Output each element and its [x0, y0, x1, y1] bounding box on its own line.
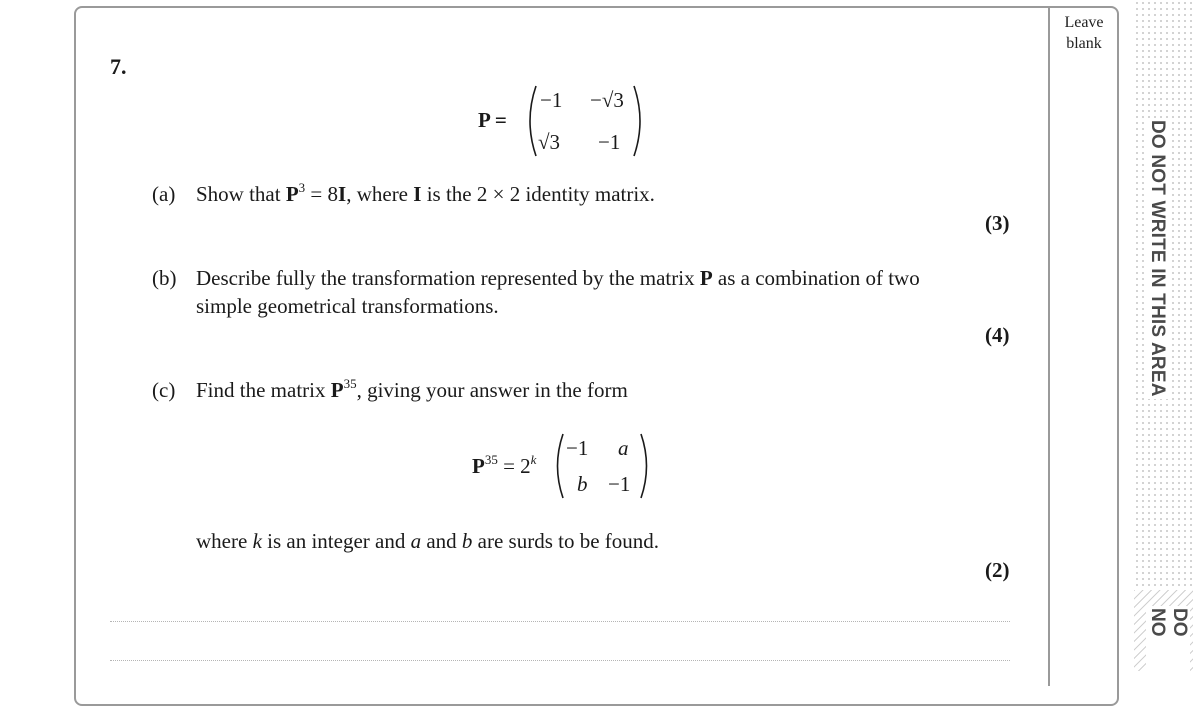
- part-b-line-1: Describe fully the transformation represented by the matrix P as a combination of two: [196, 266, 920, 290]
- part-c-marks: (2): [985, 558, 1010, 582]
- do-not-write-notice-partial: DO NO: [1146, 606, 1190, 671]
- formula-cell-11: −1: [566, 436, 589, 460]
- matrix-p-cell-12: −√3: [590, 88, 624, 112]
- matrix-p-cell-11: −1: [540, 88, 563, 112]
- formula-cell-12: a: [618, 436, 629, 460]
- part-b-marks: (4): [985, 323, 1010, 347]
- question-number: 7.: [110, 54, 127, 79]
- part-c-label: (c): [152, 378, 176, 402]
- part-a-text: Show that $P^3 = 8I$, where I is the 2 × 2 identity matrix.: [196, 180, 655, 206]
- leave-blank-line-2: blank: [1066, 35, 1102, 52]
- answer-line[interactable]: [110, 621, 1010, 622]
- answer-line[interactable]: [110, 660, 1010, 661]
- leave-blank-label: [1052, 12, 1116, 54]
- part-b-line-2: simple geometrical transformations.: [196, 294, 499, 318]
- leave-blank-divider: [1048, 6, 1050, 686]
- matrix-p-lhs: P =: [478, 108, 507, 132]
- part-a-marks: (3): [985, 211, 1010, 235]
- matrix-p-cell-22: −1: [598, 130, 621, 154]
- part-c-text: Find the matrix $P^{35}$, giving your answer in the form: [196, 376, 628, 402]
- part-c-where: where k is an integer and a and b are surds to be found.: [196, 529, 660, 553]
- part-a-label: (a): [152, 182, 176, 206]
- do-not-write-notice: DO NOT WRITE IN THIS AREA: [1147, 120, 1168, 397]
- formula-cell-21: b: [577, 472, 588, 496]
- leave-blank-line-1: Leave: [1064, 14, 1104, 31]
- part-b-label: (b): [152, 266, 177, 290]
- matrix-p-cell-21: √3: [538, 130, 561, 154]
- formula-lhs: $P^{35} = 2^k$: [472, 452, 537, 478]
- formula-cell-22: −1: [608, 472, 631, 496]
